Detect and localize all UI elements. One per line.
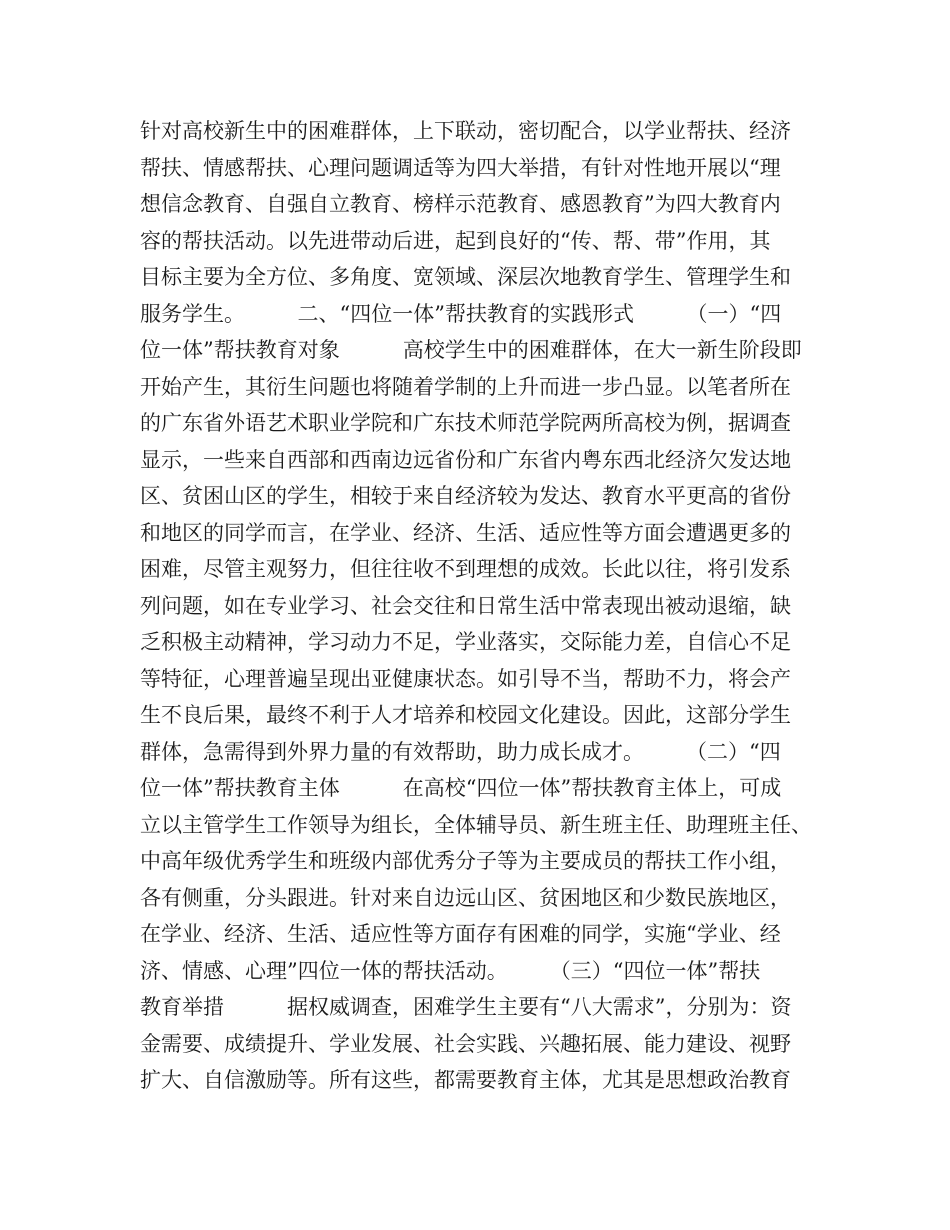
text-line: 帮扶、情感帮扶、心理问题调适等为四大举措，有针对性地开展以“理 [140,155,781,180]
text-line: 位一体”帮扶教育主体 在高校“四位一体”帮扶教育主体上，可成 [140,776,782,800]
text-line: 金需要、成绩提升、学业发展、社会实践、兴趣拓展、能力建设、视野 [140,1031,791,1056]
text-line: 教育举措 据权威调查，困难学生主要有“八大需求”，分别为：资 [140,995,792,1019]
text-line: 立以主管学生工作领导为组长，全体辅导员、新生班主任、助理班主任、 [140,812,812,837]
text-line: 困难，尽管主观努力，但往往收不到理想的成效。长此以往，将引发系 [140,557,791,581]
text-line: 各有侧重，分头跟进。针对来自边远山区、贫困地区和少数民族地区， [140,885,791,910]
text-line: 显示，一些来自西部和西南边远省份和广东省内粤东西北经济欠发达地 [140,447,791,472]
text-line: 目标主要为全方位、多角度、宽领域、深层次地教育学生、管理学生和 [140,265,791,289]
text-line: 想信念教育、自强自立教育、榜样示范教育、感恩教育”为四大教育内 [140,192,781,216]
text-line: 服务学生。 二、“四位一体”帮扶教育的实践形式 （一）“四 [140,301,782,326]
text-line: 在学业、经济、生活、适应性等方面存有困难的同学，实施“学业、经 [140,922,781,946]
text-line: 中高年级优秀学生和班级内部优秀分子等为主要成员的帮扶工作小组， [140,849,791,873]
text-line: 的广东省外语艺术职业学院和广东技术师范学院两所高校为例，据调查 [140,411,791,435]
text-line: 群体，急需得到外界力量的有效帮助，助力成长成才。 （二）“四 [140,739,781,764]
text-line: 列问题，如在专业学习、社会交往和日常生活中常表现出被动退缩，缺 [140,593,791,618]
text-line: 和地区的同学而言，在学业、经济、生活、适应性等方面会遭遇更多的 [140,520,791,545]
text-line: 扩大、自信激励等。所有这些，都需要教育主体，尤其是思想政治教育 [140,1068,791,1092]
text-line: 针对高校新生中的困难群体，上下联动，密切配合，以学业帮扶、经济 [140,119,791,143]
text-line: 容的帮扶活动。以先进带动后进，起到良好的“传、帮、带”作用，其 [140,228,771,253]
text-line: 等特征，心理普遍呈现出亚健康状态。如引导不当，帮助不力，将会产 [140,666,791,691]
text-line: 开始产生，其衍生问题也将随着学制的上升而进一步凸显。以笔者所在 [140,374,791,399]
text-line: 生不良后果，最终不利于人才培养和校园文化建设。因此，这部分学生 [140,703,791,727]
text-line: 乏积极主动精神，学习动力不足，学业落实，交际能力差，自信心不足 [140,630,791,654]
body-text [140,113,830,1099]
text-line: 济、情感、心理”四位一体的帮扶活动。 （三）“四位一体”帮扶 [140,958,761,983]
text-line: 位一体”帮扶教育对象 高校学生中的困难群体，在大一新生阶段即 [140,338,802,362]
text-line: 区、贫困山区的学生，相较于来自经济较为发达、教育水平更高的省份 [140,484,791,508]
